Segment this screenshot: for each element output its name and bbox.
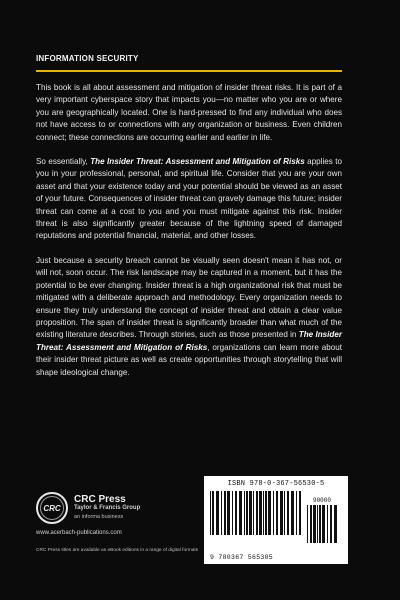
- barcode-bar: [268, 491, 271, 535]
- barcode-bar: [232, 491, 233, 535]
- barcode-bar: [310, 505, 312, 543]
- barcode-bars: [210, 491, 302, 543]
- barcode-bar: [330, 505, 332, 543]
- paragraph-3-rest: , organizations can learn more about their insider threat picture as well as create opportunities through storytelling that will shape ideological change.: [36, 342, 342, 377]
- barcode-bar: [276, 491, 278, 535]
- barcode-bar: [221, 491, 222, 535]
- paragraph-1: This book is all about assessment and mitigation of insider threat risks. It is part of a very important cyberspace story that impacts you—no matter who you are or where you are geographically located. One is hard-pressed to find any individual who does not have access to or connections with any organization or business. Even children connect; these connections are occurring earlier and earlier in life.: [36, 83, 342, 142]
- barcode-bar: [239, 491, 242, 535]
- paragraph-3: [36, 255, 342, 379]
- barcode-bar: [259, 491, 262, 535]
- barcode-bar: [235, 491, 237, 535]
- crc-logo-text: CRC: [43, 503, 61, 513]
- barcode-bar: [244, 491, 245, 535]
- ebook-note: CRC Press titles are available as eBook editions in a range of digital formats: [36, 548, 199, 553]
- book-title-inline: The Insider Threat: Assessment and Mitigation of Risks: [90, 157, 305, 167]
- crc-logo-icon: [36, 492, 68, 524]
- barcode-addon: [307, 497, 337, 543]
- barcode-bar: [273, 491, 274, 535]
- publisher-block: [36, 492, 140, 536]
- barcode-bar: [216, 491, 219, 535]
- barcode-bar: [322, 505, 325, 543]
- barcode-bar: [291, 491, 294, 535]
- barcode-bar: [327, 505, 328, 543]
- barcode-bar: [334, 505, 337, 543]
- book-title-inline: The Insider Threat: Assessment and Mitigation of Risks: [36, 330, 342, 352]
- yellow-rule-divider: [36, 70, 342, 72]
- paragraph-2: [36, 156, 342, 243]
- barcode-bar: [253, 491, 254, 535]
- barcode-bar: [317, 505, 318, 543]
- barcode-bar: [319, 505, 321, 543]
- addon-number: 90000: [312, 497, 331, 504]
- barcode-bar: [280, 491, 283, 535]
- publisher-website: www.acerbach-publications.com: [36, 530, 122, 536]
- back-cover-text: [36, 82, 342, 391]
- publisher-group: Taylor & Francis Group: [74, 504, 141, 511]
- barcode-bar: [210, 491, 211, 535]
- barcode-bar: [249, 491, 252, 535]
- barcode-bar: [246, 491, 248, 535]
- paragraph-2-rest: applies to you in your professional, personal, and spiritual life. Consider that you are your own asset and that your existence today and your potential should be viewed as an asset of your future. Consequences of insider threat can gravely damage this future; insider threat can come at a cost to you and you must mitigate against this risk. Insider threat is also significantly greater because of the lightning speed of damaged reputations and potential financial, material, and other losses.: [36, 157, 342, 241]
- barcode-bar: [263, 491, 264, 535]
- category-label: INFORMATION SECURITY: [36, 54, 139, 63]
- barcode-bar: [227, 491, 230, 535]
- barcode-digits: 9 780367 565305: [210, 554, 274, 561]
- publisher-sub: an informa business: [74, 513, 124, 520]
- barcode-bar: [307, 505, 308, 543]
- barcode-bar: [313, 505, 316, 543]
- barcode-bar: [287, 491, 289, 535]
- barcode-bar: [265, 491, 267, 535]
- barcode-bar: [296, 491, 297, 535]
- barcode-bar: [212, 491, 214, 535]
- paragraph-3-lead: Just because a security breach cannot be visually seen doesn't mean it has not, or will not, soon occur. The risk landscape may be captured in a moment, but it has the potential to be ever changing. Insider threat is a high organizational risk that must be mitigated with a deliberate approach and methodology. Every organization needs to ensure they truly understand the concept of insider threat and obtain a clear value proposition. The span of insider threat is significantly broader than what much of the existing literature describes. Through stories, such as those presented in: [36, 255, 342, 340]
- barcode-bar: [284, 491, 285, 535]
- barcode-bar: [299, 491, 301, 535]
- barcode-bar: [256, 491, 258, 535]
- barcode-bar: [224, 491, 226, 535]
- isbn-label: ISBN 978-0-367-56530-5: [227, 480, 325, 488]
- barcode-box: [204, 476, 348, 564]
- paragraph-2-lead: So essentially,: [36, 157, 91, 167]
- publisher-name: CRC Press: [74, 493, 126, 505]
